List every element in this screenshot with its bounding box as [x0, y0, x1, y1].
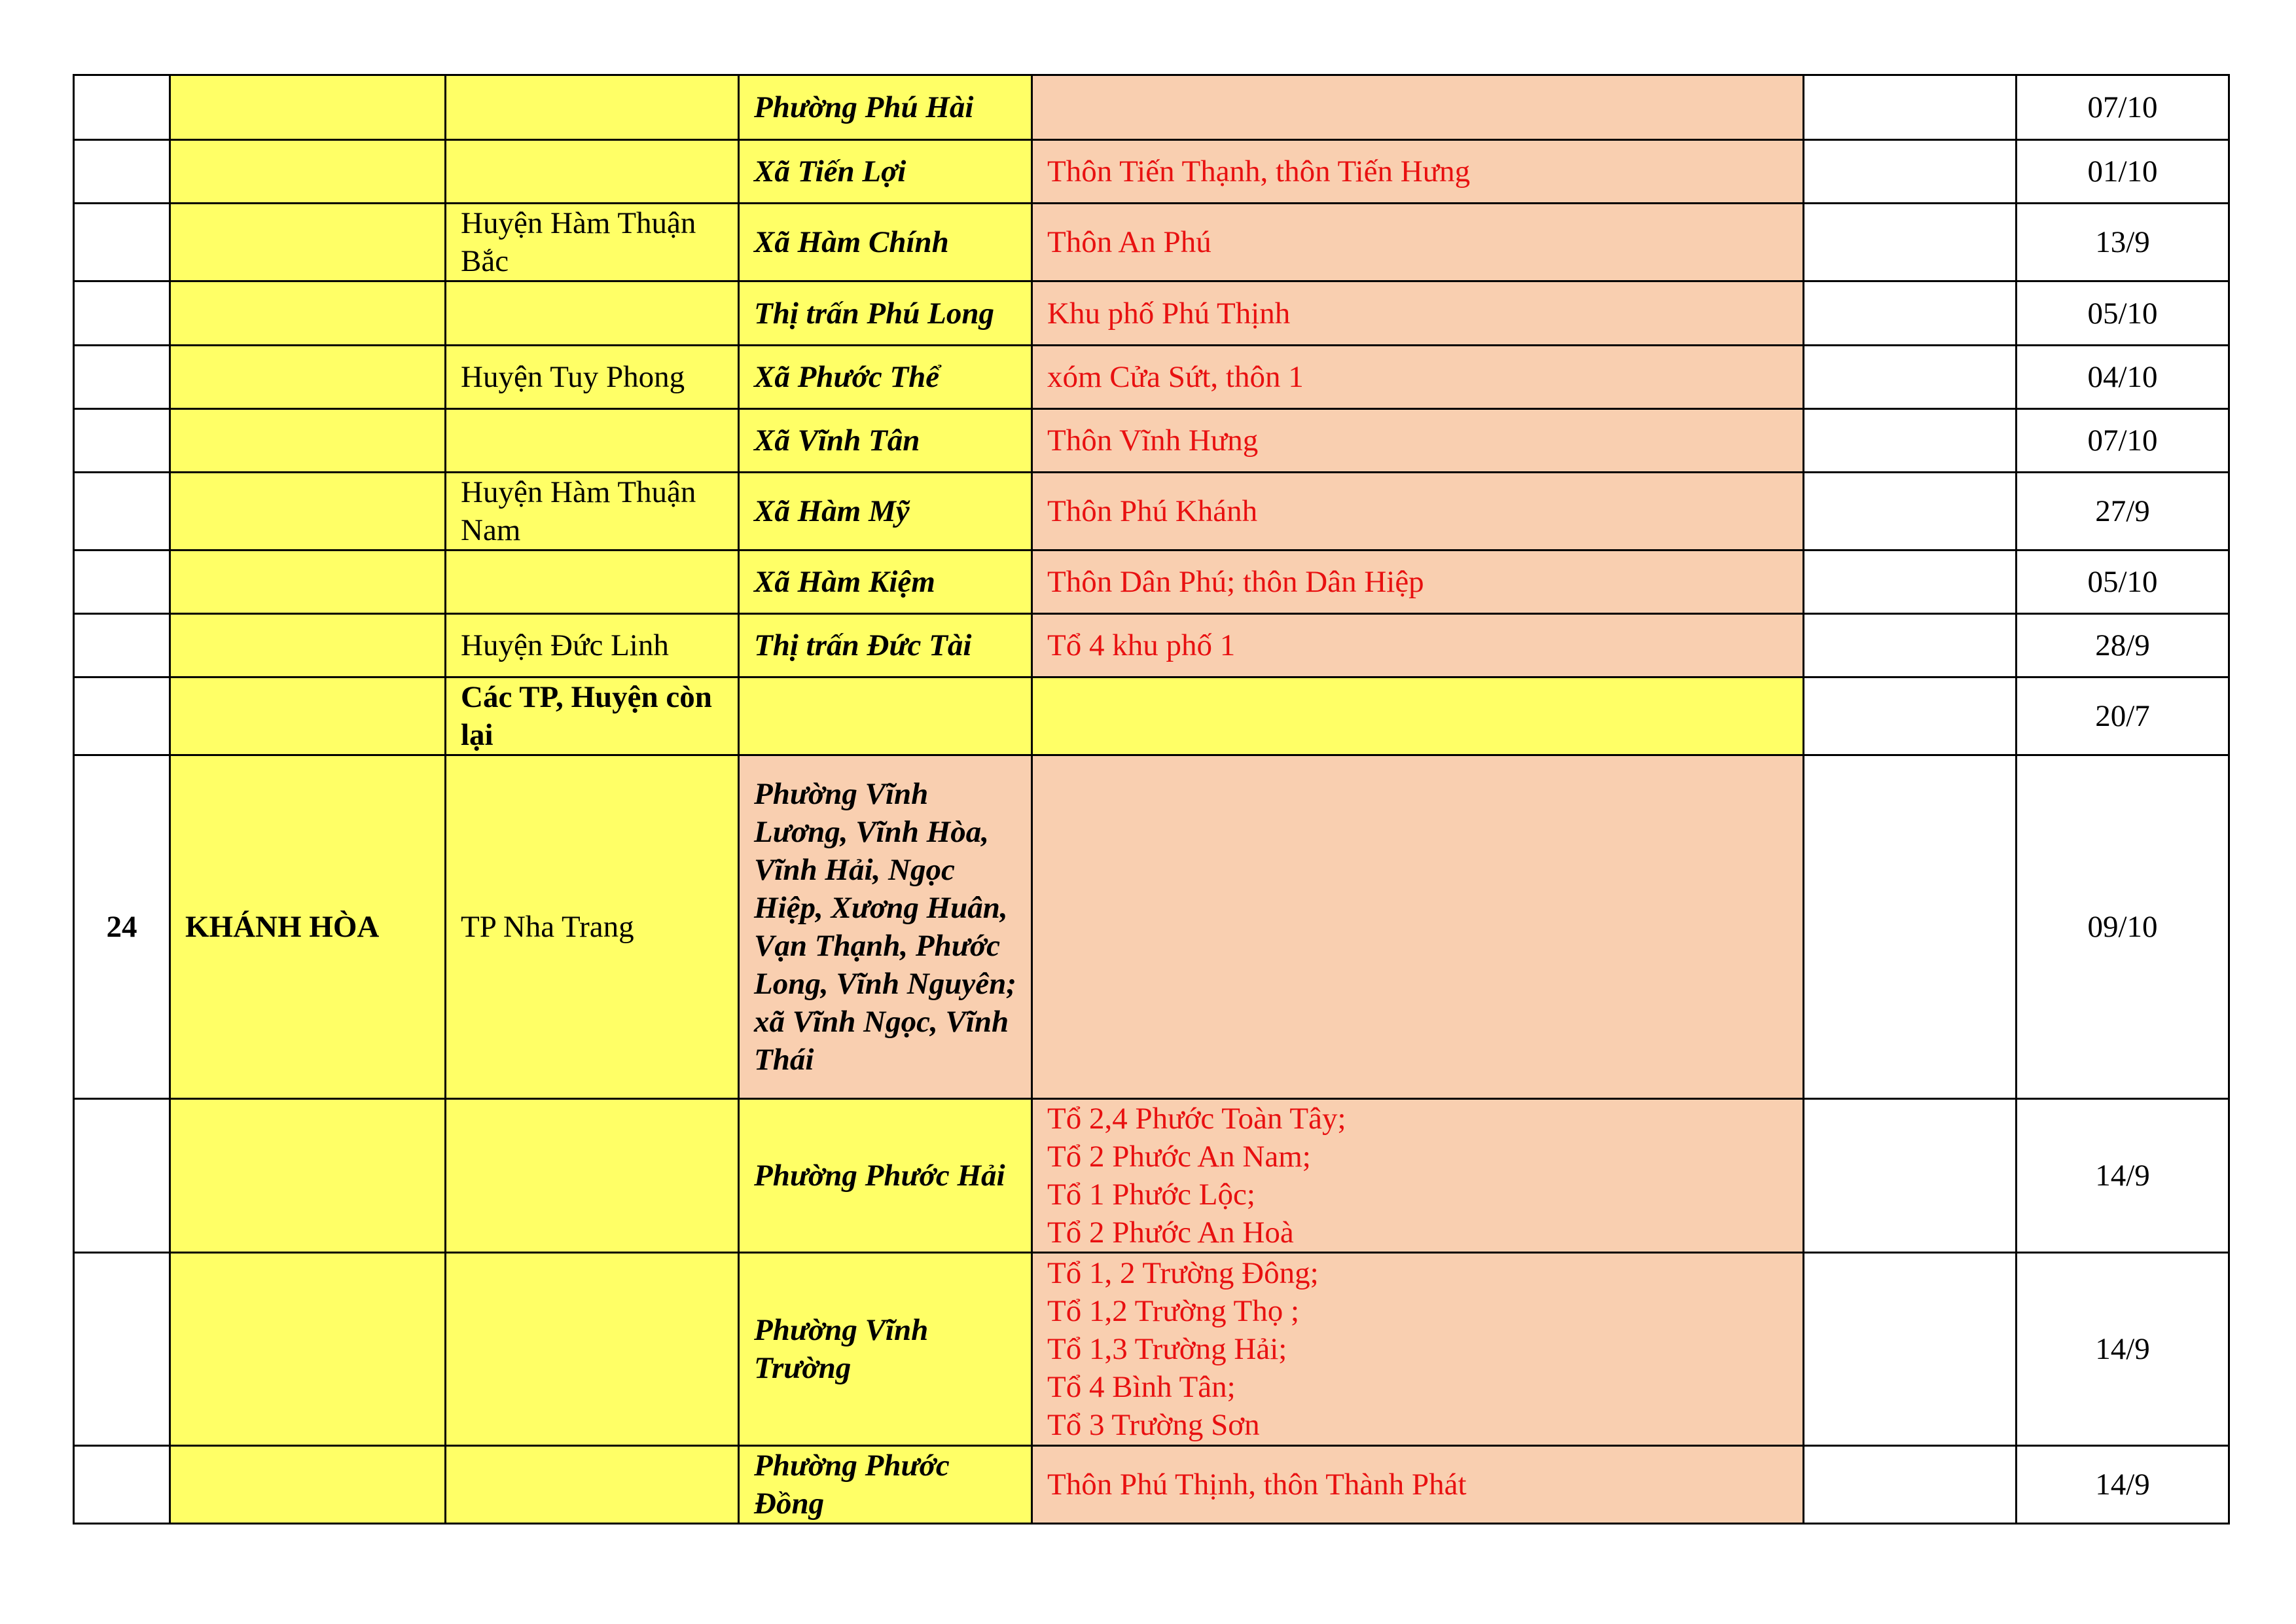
- row-number-cell: [74, 1099, 170, 1253]
- province-cell: [170, 346, 446, 409]
- empty-cell: [1804, 1099, 2017, 1253]
- district-cell: Huyện Tuy Phong: [446, 346, 739, 409]
- area-cell: [1032, 677, 1804, 755]
- table-row: [74, 473, 2229, 550]
- row-number-cell: [74, 281, 170, 346]
- area-cell: Tổ 1, 2 Trường Đông; Tổ 1,2 Trường Thọ ; Tổ 1,3 Trường Hải; Tổ 4 Bình Tân; Tổ 3 Trường Sơn: [1032, 1253, 1804, 1446]
- date-cell: 28/9: [2017, 614, 2229, 677]
- area-cell: Thôn Tiến Thạnh, thôn Tiến Hưng: [1032, 140, 1804, 204]
- row-number-cell: [74, 75, 170, 140]
- district-cell: [446, 1253, 739, 1446]
- district-cell: [446, 550, 739, 614]
- table-row: [74, 281, 2229, 346]
- area-cell: Tổ 4 khu phố 1: [1032, 614, 1804, 677]
- ward-cell: Phường Phước Hải: [739, 1099, 1032, 1253]
- province-cell: [170, 409, 446, 473]
- date-cell: 04/10: [2017, 346, 2229, 409]
- province-cell: [170, 677, 446, 755]
- province-cell: [170, 1099, 446, 1253]
- empty-cell: [1804, 409, 2017, 473]
- date-cell: 13/9: [2017, 204, 2229, 281]
- date-cell: 05/10: [2017, 550, 2229, 614]
- area-cell: Thôn An Phú: [1032, 204, 1804, 281]
- date-cell: 01/10: [2017, 140, 2229, 204]
- district-cell: [446, 281, 739, 346]
- empty-cell: [1804, 140, 2017, 204]
- date-cell: 14/9: [2017, 1099, 2229, 1253]
- row-number-cell: [74, 1446, 170, 1524]
- empty-cell: [1804, 75, 2017, 140]
- district-cell: Huyện Đức Linh: [446, 614, 739, 677]
- date-cell: 14/9: [2017, 1253, 2229, 1446]
- table-row: [74, 1099, 2229, 1253]
- empty-cell: [1804, 755, 2017, 1099]
- table-row: [74, 409, 2229, 473]
- district-cell: Các TP, Huyện còn lại: [446, 677, 739, 755]
- ward-cell: Phường Phước Đồng: [739, 1446, 1032, 1524]
- area-cell: xóm Cửa Sứt, thôn 1: [1032, 346, 1804, 409]
- province-cell: [170, 1253, 446, 1446]
- date-cell: 07/10: [2017, 75, 2229, 140]
- empty-cell: [1804, 677, 2017, 755]
- ward-cell: Phường Vĩnh Trường: [739, 1253, 1032, 1446]
- province-cell: [170, 550, 446, 614]
- table-row: [74, 755, 2229, 1099]
- table-row: [74, 1253, 2229, 1446]
- table-row: [74, 614, 2229, 677]
- area-cell: Thôn Vĩnh Hưng: [1032, 409, 1804, 473]
- district-cell: [446, 409, 739, 473]
- ward-cell: Xã Vĩnh Tân: [739, 409, 1032, 473]
- row-number-cell: [74, 346, 170, 409]
- date-cell: 27/9: [2017, 473, 2229, 550]
- ward-cell: Xã Hàm Chính: [739, 204, 1032, 281]
- empty-cell: [1804, 473, 2017, 550]
- row-number-cell: [74, 1253, 170, 1446]
- ward-cell: Xã Hàm Kiệm: [739, 550, 1032, 614]
- table-row: [74, 204, 2229, 281]
- ward-cell: Thị trấn Phú Long: [739, 281, 1032, 346]
- area-cell: Khu phố Phú Thịnh: [1032, 281, 1804, 346]
- district-cell: [446, 140, 739, 204]
- row-number-cell: [74, 473, 170, 550]
- table-row: [74, 140, 2229, 204]
- row-number-cell: [74, 204, 170, 281]
- area-cell: Thôn Phú Khánh: [1032, 473, 1804, 550]
- district-cell: [446, 75, 739, 140]
- date-cell: 07/10: [2017, 409, 2229, 473]
- district-cell: [446, 1446, 739, 1524]
- row-number-cell: [74, 140, 170, 204]
- empty-cell: [1804, 1253, 2017, 1446]
- province-cell: [170, 140, 446, 204]
- area-cell: Tổ 2,4 Phước Toàn Tây; Tổ 2 Phước An Nam; Tổ 1 Phước Lộc; Tổ 2 Phước An Hoà: [1032, 1099, 1804, 1253]
- area-cell: [1032, 755, 1804, 1099]
- district-cell: [446, 1099, 739, 1253]
- district-cell: TP Nha Trang: [446, 755, 739, 1099]
- ward-cell: Xã Phước Thể: [739, 346, 1032, 409]
- table-row: [74, 677, 2229, 755]
- ward-cell: Thị trấn Đức Tài: [739, 614, 1032, 677]
- row-number-cell: [74, 550, 170, 614]
- table-row: [74, 75, 2229, 140]
- date-cell: 09/10: [2017, 755, 2229, 1099]
- province-cell: [170, 204, 446, 281]
- table-row: [74, 550, 2229, 614]
- empty-cell: [1804, 550, 2017, 614]
- outbreak-area-table: [73, 74, 2230, 1525]
- ward-cell: [739, 677, 1032, 755]
- row-number-cell: 24: [74, 755, 170, 1099]
- province-cell: KHÁNH HÒA: [170, 755, 446, 1099]
- area-cell: Thôn Phú Thịnh, thôn Thành Phát: [1032, 1446, 1804, 1524]
- empty-cell: [1804, 281, 2017, 346]
- table-row: [74, 1446, 2229, 1524]
- date-cell: 14/9: [2017, 1446, 2229, 1524]
- empty-cell: [1804, 614, 2017, 677]
- empty-cell: [1804, 1446, 2017, 1524]
- province-cell: [170, 614, 446, 677]
- district-cell: Huyện Hàm Thuận Bắc: [446, 204, 739, 281]
- area-cell: [1032, 75, 1804, 140]
- date-cell: 05/10: [2017, 281, 2229, 346]
- ward-cell: Xã Hàm Mỹ: [739, 473, 1032, 550]
- area-cell: Thôn Dân Phú; thôn Dân Hiệp: [1032, 550, 1804, 614]
- province-cell: [170, 281, 446, 346]
- province-cell: [170, 473, 446, 550]
- row-number-cell: [74, 409, 170, 473]
- table-row: [74, 346, 2229, 409]
- row-number-cell: [74, 614, 170, 677]
- ward-cell: Phường Vĩnh Lương, Vĩnh Hòa, Vĩnh Hải, Ngọc Hiệp, Xương Huân, Vạn Thạnh, Phước Long, Vĩnh Nguyên; xã Vĩnh Ngọc, Vĩnh Thái: [739, 755, 1032, 1099]
- ward-cell: Xã Tiến Lợi: [739, 140, 1032, 204]
- date-cell: 20/7: [2017, 677, 2229, 755]
- empty-cell: [1804, 204, 2017, 281]
- table-body: [74, 75, 2229, 1524]
- row-number-cell: [74, 677, 170, 755]
- province-cell: [170, 75, 446, 140]
- empty-cell: [1804, 346, 2017, 409]
- province-cell: [170, 1446, 446, 1524]
- district-cell: Huyện Hàm Thuận Nam: [446, 473, 739, 550]
- ward-cell: Phường Phú Hài: [739, 75, 1032, 140]
